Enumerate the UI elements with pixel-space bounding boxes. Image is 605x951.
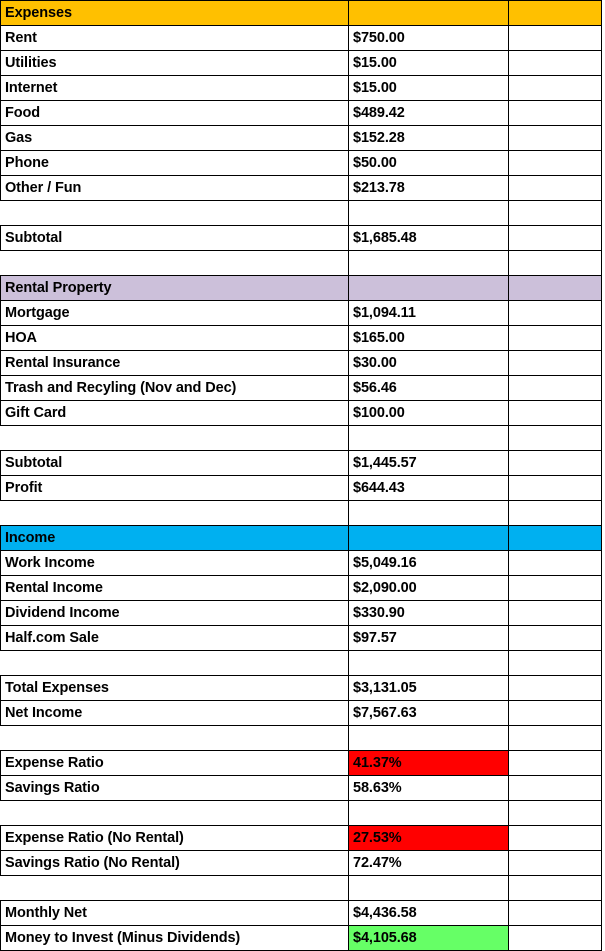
row-extra-cell[interactable] (509, 451, 602, 476)
table-row (1, 801, 602, 826)
row-label-cell[interactable]: Gas (1, 126, 349, 151)
table-row (1, 51, 602, 76)
row-value-cell[interactable]: $4,105.68 (349, 926, 509, 951)
table-row (1, 701, 602, 726)
table-row (1, 226, 602, 251)
table-row (1, 726, 602, 751)
row-extra-cell[interactable] (509, 301, 602, 326)
row-value-cell[interactable]: $1,685.48 (349, 226, 509, 251)
row-extra-cell[interactable] (509, 926, 602, 951)
table-row (1, 251, 602, 276)
row-value-cell[interactable] (349, 526, 509, 551)
table-row (1, 201, 602, 226)
table-row (1, 751, 602, 776)
row-label-cell[interactable]: Monthly Net (1, 901, 349, 926)
row-extra-cell[interactable] (509, 126, 602, 151)
row-value-cell[interactable] (349, 726, 509, 751)
row-label-cell[interactable] (1, 201, 349, 226)
row-extra-cell[interactable] (509, 626, 602, 651)
table-row (1, 76, 602, 101)
row-value-cell[interactable]: $100.00 (349, 401, 509, 426)
row-extra-cell[interactable] (509, 251, 602, 276)
table-row (1, 176, 602, 201)
table-row (1, 626, 602, 651)
row-label-cell[interactable]: Dividend Income (1, 601, 349, 626)
row-label-cell[interactable]: Subtotal (1, 451, 349, 476)
row-extra-cell[interactable] (509, 676, 602, 701)
table-row (1, 476, 602, 501)
row-value-cell[interactable]: $30.00 (349, 351, 509, 376)
row-extra-cell[interactable] (509, 801, 602, 826)
row-extra-cell[interactable] (509, 51, 602, 76)
row-label-cell[interactable]: Half.com Sale (1, 626, 349, 651)
table-row (1, 926, 602, 951)
table-row (1, 526, 602, 551)
row-extra-cell[interactable] (509, 501, 602, 526)
table-row (1, 676, 602, 701)
row-label-cell[interactable]: Savings Ratio (No Rental) (1, 851, 349, 876)
table-row (1, 451, 602, 476)
section-header-cell[interactable]: Rental Property (1, 276, 349, 301)
table-row (1, 301, 602, 326)
row-label-cell[interactable]: Trash and Recyling (Nov and Dec) (1, 376, 349, 401)
row-extra-cell[interactable] (509, 176, 602, 201)
row-extra-cell[interactable] (509, 876, 602, 901)
row-extra-cell[interactable] (509, 776, 602, 801)
row-extra-cell[interactable] (509, 26, 602, 51)
row-label-cell[interactable] (1, 726, 349, 751)
row-label-cell[interactable]: Food (1, 101, 349, 126)
row-value-cell[interactable]: $15.00 (349, 76, 509, 101)
table-row (1, 326, 602, 351)
table-row (1, 401, 602, 426)
row-label-cell[interactable]: Expense Ratio (1, 751, 349, 776)
row-value-cell[interactable] (349, 251, 509, 276)
row-value-cell[interactable]: 27.53% (349, 826, 509, 851)
row-label-cell[interactable] (1, 801, 349, 826)
row-extra-cell[interactable] (509, 376, 602, 401)
row-extra-cell[interactable] (509, 476, 602, 501)
row-value-cell[interactable]: $152.28 (349, 126, 509, 151)
row-label-cell[interactable]: Net Income (1, 701, 349, 726)
row-label-cell[interactable]: Expense Ratio (No Rental) (1, 826, 349, 851)
row-label-cell[interactable] (1, 501, 349, 526)
row-value-cell[interactable] (349, 426, 509, 451)
row-value-cell[interactable] (349, 876, 509, 901)
row-extra-cell[interactable] (509, 576, 602, 601)
table-row (1, 426, 602, 451)
row-extra-cell[interactable] (509, 326, 602, 351)
row-extra-cell[interactable] (509, 101, 602, 126)
row-extra-cell[interactable] (509, 601, 602, 626)
row-value-cell[interactable]: 72.47% (349, 851, 509, 876)
section-header-cell[interactable]: Income (1, 526, 349, 551)
row-extra-cell[interactable] (509, 276, 602, 301)
row-value-cell[interactable]: $213.78 (349, 176, 509, 201)
row-value-cell[interactable]: $97.57 (349, 626, 509, 651)
row-label-cell[interactable]: Profit (1, 476, 349, 501)
row-label-cell[interactable]: Utilities (1, 51, 349, 76)
row-label-cell[interactable]: Phone (1, 151, 349, 176)
row-value-cell[interactable] (349, 201, 509, 226)
row-value-cell[interactable]: $56.46 (349, 376, 509, 401)
table-row (1, 826, 602, 851)
row-extra-cell[interactable] (509, 1, 602, 26)
row-label-cell[interactable]: Gift Card (1, 401, 349, 426)
row-value-cell[interactable] (349, 651, 509, 676)
row-label-cell[interactable]: Internet (1, 76, 349, 101)
row-value-cell[interactable]: $7,567.63 (349, 701, 509, 726)
row-value-cell[interactable] (349, 801, 509, 826)
row-label-cell[interactable]: Subtotal (1, 226, 349, 251)
row-label-cell[interactable]: Rental Income (1, 576, 349, 601)
row-value-cell[interactable]: $644.43 (349, 476, 509, 501)
table-row (1, 151, 602, 176)
row-label-cell[interactable]: Total Expenses (1, 676, 349, 701)
row-value-cell[interactable]: $750.00 (349, 26, 509, 51)
row-value-cell[interactable]: 58.63% (349, 776, 509, 801)
table-row (1, 126, 602, 151)
row-extra-cell[interactable] (509, 401, 602, 426)
row-extra-cell[interactable] (509, 426, 602, 451)
row-label-cell[interactable]: Work Income (1, 551, 349, 576)
row-extra-cell[interactable] (509, 76, 602, 101)
row-extra-cell[interactable] (509, 351, 602, 376)
row-extra-cell[interactable] (509, 851, 602, 876)
row-value-cell[interactable]: $4,436.58 (349, 901, 509, 926)
row-extra-cell[interactable] (509, 901, 602, 926)
table-row (1, 601, 602, 626)
table-row (1, 376, 602, 401)
row-label-cell[interactable]: Rent (1, 26, 349, 51)
row-extra-cell[interactable] (509, 526, 602, 551)
row-extra-cell[interactable] (509, 226, 602, 251)
row-value-cell[interactable]: $50.00 (349, 151, 509, 176)
row-value-cell[interactable]: $5,049.16 (349, 551, 509, 576)
row-extra-cell[interactable] (509, 201, 602, 226)
row-label-cell[interactable] (1, 876, 349, 901)
table-row (1, 651, 602, 676)
row-label-cell[interactable]: Mortgage (1, 301, 349, 326)
row-label-cell[interactable]: Rental Insurance (1, 351, 349, 376)
row-extra-cell[interactable] (509, 751, 602, 776)
row-extra-cell[interactable] (509, 651, 602, 676)
row-label-cell[interactable]: Savings Ratio (1, 776, 349, 801)
row-extra-cell[interactable] (509, 551, 602, 576)
row-value-cell[interactable]: $165.00 (349, 326, 509, 351)
row-extra-cell[interactable] (509, 726, 602, 751)
table-row (1, 501, 602, 526)
row-value-cell[interactable] (349, 1, 509, 26)
table-row (1, 901, 602, 926)
row-value-cell[interactable]: 41.37% (349, 751, 509, 776)
table-row (1, 351, 602, 376)
row-label-cell[interactable] (1, 251, 349, 276)
row-label-cell[interactable] (1, 651, 349, 676)
row-value-cell[interactable]: $330.90 (349, 601, 509, 626)
row-label-cell[interactable]: HOA (1, 326, 349, 351)
row-value-cell[interactable] (349, 276, 509, 301)
table-row (1, 26, 602, 51)
row-value-cell[interactable]: $1,445.57 (349, 451, 509, 476)
row-value-cell[interactable]: $15.00 (349, 51, 509, 76)
table-row (1, 876, 602, 901)
table-row (1, 101, 602, 126)
row-label-cell[interactable]: Other / Fun (1, 176, 349, 201)
row-extra-cell[interactable] (509, 826, 602, 851)
table-row (1, 1, 602, 26)
row-value-cell[interactable]: $1,094.11 (349, 301, 509, 326)
table-row (1, 276, 602, 301)
row-label-cell[interactable]: Money to Invest (Minus Dividends) (1, 926, 349, 951)
row-value-cell[interactable]: $489.42 (349, 101, 509, 126)
row-label-cell[interactable] (1, 426, 349, 451)
table-row (1, 776, 602, 801)
table-body (1, 1, 602, 951)
row-value-cell[interactable]: $3,131.05 (349, 676, 509, 701)
row-extra-cell[interactable] (509, 151, 602, 176)
table-row (1, 551, 602, 576)
row-value-cell[interactable] (349, 501, 509, 526)
row-value-cell[interactable]: $2,090.00 (349, 576, 509, 601)
row-extra-cell[interactable] (509, 701, 602, 726)
table-row (1, 851, 602, 876)
section-header-cell[interactable]: Expenses (1, 1, 349, 26)
table-row (1, 576, 602, 601)
